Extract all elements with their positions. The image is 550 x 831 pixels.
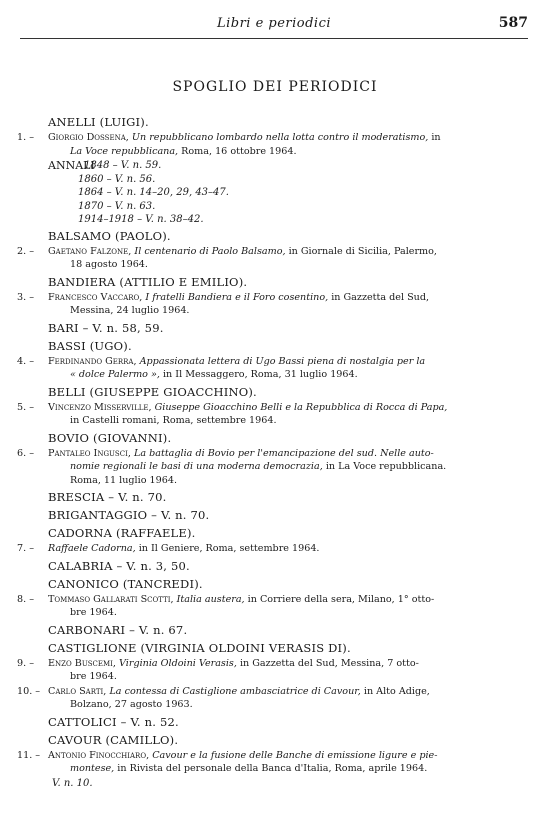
bibliography-entry xyxy=(0,291,550,318)
entry-author: Carlo Sarti, xyxy=(48,685,107,697)
entry-first-line xyxy=(48,542,490,556)
annali-row xyxy=(0,173,550,187)
entry-first-line xyxy=(48,245,490,259)
entry-continuation xyxy=(48,258,490,272)
subject-heading: CATTOLICI – V. n. 52. xyxy=(48,714,179,729)
entry-source: Bolzano, 27 agosto 1963. xyxy=(70,699,193,710)
entry-title: « dolce Palermo », xyxy=(70,369,160,380)
entry-source: in La Voce repubblicana. xyxy=(322,461,447,472)
entry-first-line xyxy=(48,685,490,699)
subject-heading: CAVOUR (CAMILLO). xyxy=(48,732,179,747)
page-number: 587 xyxy=(498,15,528,31)
entry-first-line xyxy=(48,447,490,461)
entry-number: 9. – xyxy=(17,657,34,669)
annali-year-ref: 1860 – V. n. 56. xyxy=(78,173,156,185)
running-head xyxy=(20,16,528,34)
annali-year-ref: 1914–1918 – V. n. 38–42. xyxy=(78,214,204,225)
subject-heading: BRESCIA – V. n. 70. xyxy=(48,490,167,504)
entry-continuation xyxy=(48,304,490,318)
subject-heading: BELLI (GIUSEPPE GIOACCHINO). xyxy=(48,384,257,399)
entry-continuation xyxy=(48,698,490,712)
subject-heading: CALABRIA – V. n. 3, 50. xyxy=(48,558,190,573)
annali-row xyxy=(0,186,550,200)
entry-title: La contessa di Castiglione ambasciatrice di Cavour, xyxy=(109,685,361,697)
entry-number: 5. – xyxy=(17,401,34,413)
entry-continuation xyxy=(48,670,490,684)
entry-continuation xyxy=(48,474,490,488)
entry-title: Raffaele Cadorna, xyxy=(48,543,136,554)
bibliography-entry xyxy=(0,749,550,776)
entry-source: in Alto Adige, xyxy=(360,685,430,697)
bibliography-entry xyxy=(0,355,550,382)
bibliography-entry xyxy=(0,447,550,488)
subject-heading: BALSAMO (PAOLO). xyxy=(48,228,171,243)
entry-author: Ferdinando Gerra, xyxy=(48,355,137,367)
entry-number: 3. – xyxy=(17,291,34,303)
entry-title: Un repubblicano lombardo nella lotta contro il moderatismo, xyxy=(131,132,429,143)
subject-heading: BOVIO (GIOVANNI). xyxy=(48,430,172,445)
entry-title: La battaglia di Bovio per l'emancipazione del sud. Nelle auto- xyxy=(133,447,434,459)
subject-heading: CARBONARI – V. n. 67. xyxy=(48,622,188,637)
entry-title: nomie regionali le basi di una moderna democrazia, xyxy=(70,461,323,472)
entry-author: Giorgio Dossena, xyxy=(48,132,129,143)
entry-source: in Il Geniere, Roma, settembre 1964. xyxy=(135,543,320,554)
subject-heading: BANDIERA (ATTILIO E EMILIO). xyxy=(48,274,248,289)
entry-author: Antonio Finocchiaro, xyxy=(48,749,150,761)
entry-number: 6. – xyxy=(17,447,34,459)
annali-row xyxy=(0,159,550,173)
entry-source: in Corriere della sera, Milano, 1° otto- xyxy=(244,593,435,605)
entry-source: Messina, 24 luglio 1964. xyxy=(70,305,190,316)
entry-title: Virginia Oldoini Verasis, xyxy=(119,657,237,669)
entry-title: montese, xyxy=(70,763,115,774)
entry-title: Appassionata lettera di Ugo Bassi piena di nostalgia per la xyxy=(139,355,426,367)
entry-first-line xyxy=(48,593,490,607)
entry-continuation xyxy=(48,762,490,776)
entry-source: 18 agosto 1964. xyxy=(70,259,148,270)
subject-heading: BARI – V. n. 58, 59. xyxy=(48,320,164,335)
entry-number: 10. – xyxy=(17,685,41,697)
entry-number: 2. – xyxy=(17,245,34,257)
annali-year-ref: 1848 – V. n. 59. xyxy=(84,160,162,171)
entry-source: in Gazzetta del Sud, xyxy=(328,291,430,303)
entry-number: 11. – xyxy=(17,749,41,761)
entry-source: in Rivista del personale della Banca d'Italia, Roma, aprile 1964. xyxy=(114,763,428,774)
bibliography-entry xyxy=(0,245,550,272)
cross-reference: V. n. 10. xyxy=(52,777,93,789)
bibliography-entry xyxy=(0,657,550,684)
entry-continuation xyxy=(48,145,490,159)
entry-continuation xyxy=(48,414,490,428)
entry-first-line xyxy=(48,291,490,305)
subject-heading: BRIGANTAGGIO – V. n. 70. xyxy=(48,508,210,522)
annali-row xyxy=(0,213,550,227)
entry-continuation xyxy=(48,606,490,620)
entry-continuation xyxy=(48,460,490,474)
entry-source: in Giornale di Sicilia, Palermo, xyxy=(285,245,437,257)
entry-author: Pantaleo Ingusci, xyxy=(48,447,131,459)
entry-first-line xyxy=(48,131,490,145)
entry-title: I fratelli Bandiera e il Foro cosentino, xyxy=(145,291,329,303)
entry-number: 4. – xyxy=(17,355,34,367)
entry-source: bre 1964. xyxy=(70,671,117,682)
entry-source: in Castelli romani, Roma, settembre 1964. xyxy=(70,415,277,426)
subject-heading: CASTIGLIONE (VIRGINIA OLDOINI VERASIS DI). xyxy=(48,640,351,655)
entry-number: 7. – xyxy=(17,543,34,554)
annali-year-ref: 1864 – V. n. 14–20, 29, 43–47. xyxy=(78,187,229,198)
entry-first-line xyxy=(48,657,490,671)
entry-author: Gaetano Falzone, xyxy=(48,245,132,257)
bibliography-entry xyxy=(0,542,550,556)
bibliography-entry xyxy=(0,401,550,428)
entry-author: Francesco Vaccaro, xyxy=(48,291,143,303)
entry-source: Roma, 16 ottobre 1964. xyxy=(178,145,297,157)
entry-first-line xyxy=(48,355,490,369)
entry-source: bre 1964. xyxy=(70,607,117,618)
entry-title: Giuseppe Gioacchino Belli e la Repubblica di Rocca di Papa, xyxy=(154,401,448,413)
entry-title: Italia austera, xyxy=(176,593,245,605)
entry-continuation xyxy=(48,368,490,382)
entry-source: in xyxy=(428,132,441,143)
entry-source: in Gazzetta del Sud, Messina, 7 otto- xyxy=(236,657,419,669)
entry-first-line xyxy=(48,401,490,415)
annali-year-ref: 1870 – V. n. 63. xyxy=(78,200,156,212)
subject-heading: BASSI (UGO). xyxy=(48,338,132,353)
header-rule xyxy=(20,38,528,39)
entry-title: Cavour e la fusione delle Banche di emissione ligure e pie- xyxy=(152,749,438,761)
bibliography-entry xyxy=(0,593,550,620)
entry-first-line xyxy=(48,749,490,763)
section-title: SPOGLIO DEI PERIODICI xyxy=(172,79,378,95)
annali-label: ANNALI xyxy=(48,159,95,172)
annali-row xyxy=(0,200,550,214)
bibliography-entry xyxy=(0,131,550,158)
entry-source: in Il Messaggero, Roma, 31 luglio 1964. xyxy=(159,369,358,380)
entry-author: Enzo Buscemi, xyxy=(48,657,116,669)
entry-number: 1. – xyxy=(17,132,34,143)
entry-author: Vincenzo Misserville, xyxy=(48,401,152,413)
subject-heading: ANELLI (LUIGI). xyxy=(48,115,149,129)
running-title: Libri e periodici xyxy=(216,16,332,31)
entry-source: Roma, 11 luglio 1964. xyxy=(70,474,177,486)
entry-title: La Voce repubblicana, xyxy=(70,145,179,157)
entry-author: Tommaso Gallarati Scotti, xyxy=(48,593,174,605)
periodicals-list xyxy=(0,113,550,790)
entry-title: Il centenario di Paolo Balsamo, xyxy=(134,245,286,257)
bibliography-entry xyxy=(0,685,550,712)
subject-heading: CADORNA (RAFFAELE). xyxy=(48,526,196,540)
subject-heading: CANONICO (TANCREDI). xyxy=(48,576,203,591)
entry-number: 8. – xyxy=(17,593,34,605)
